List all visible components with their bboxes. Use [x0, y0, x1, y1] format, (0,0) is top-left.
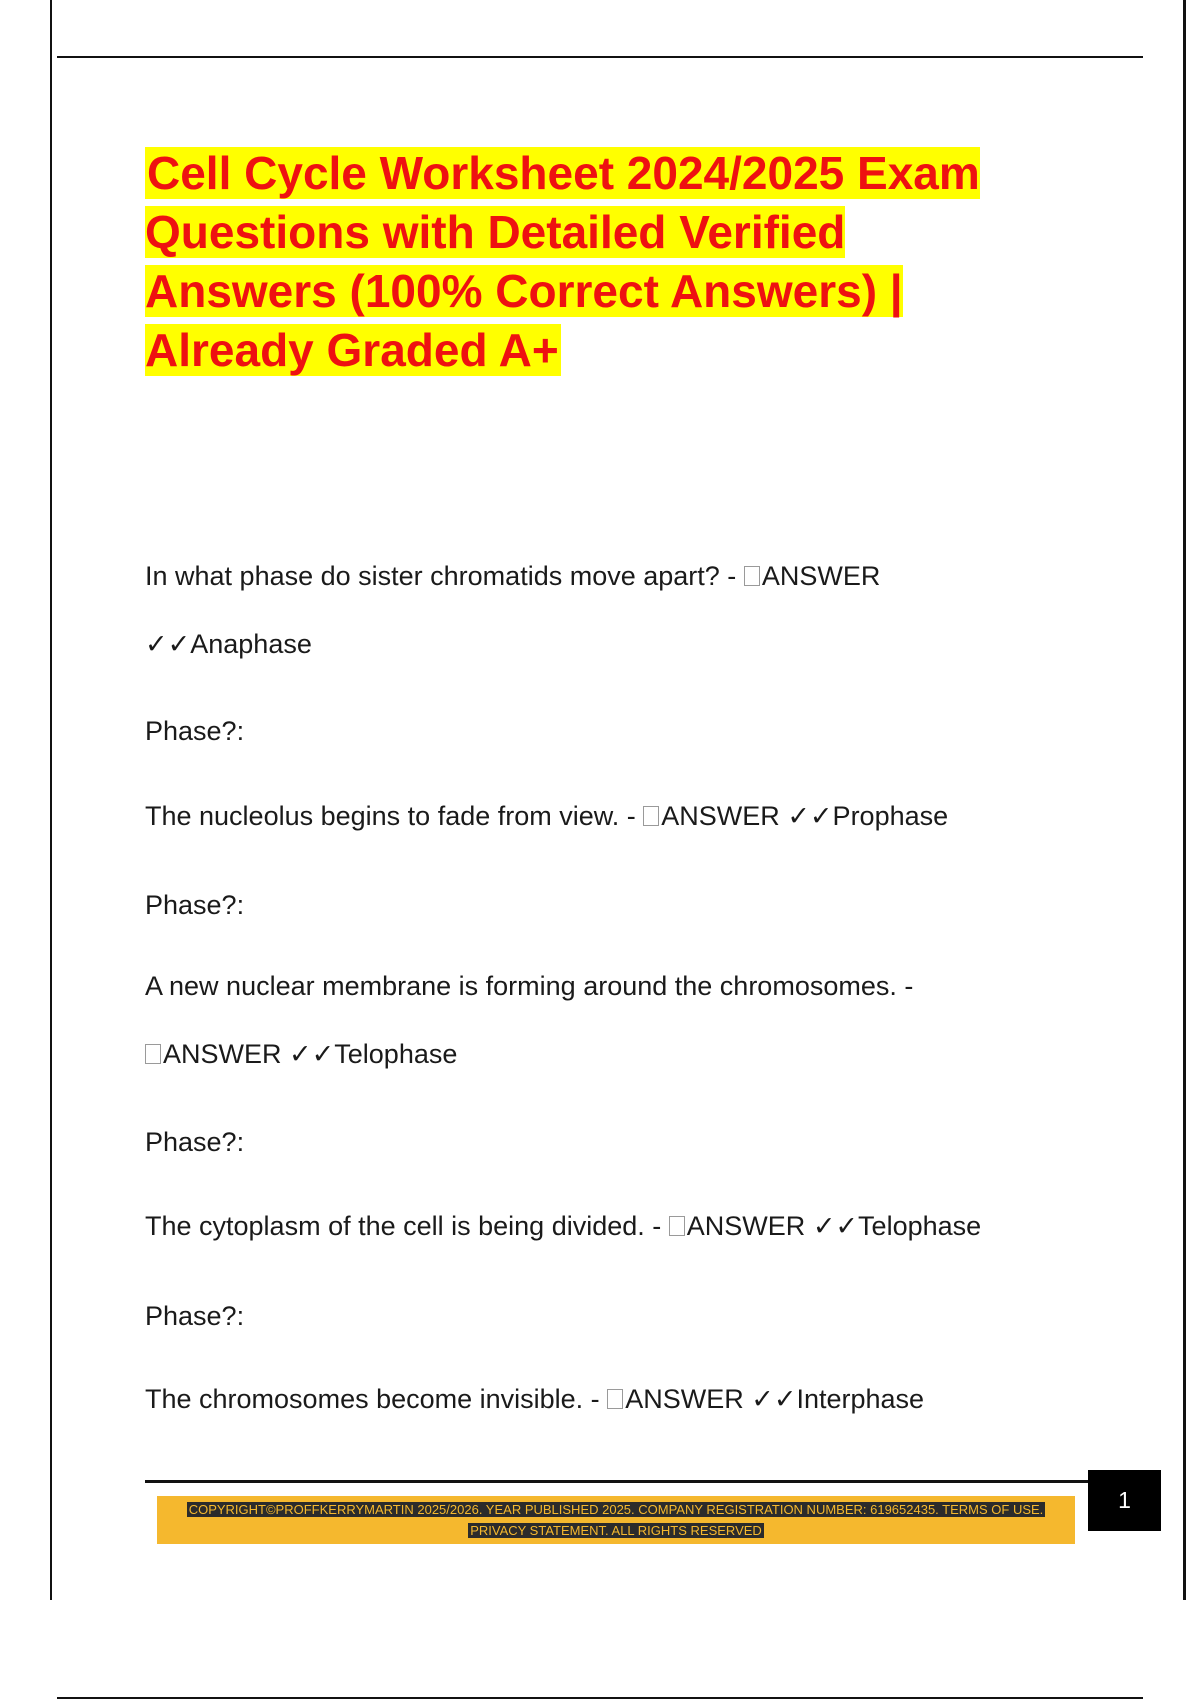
footer-line-1: COPYRIGHT©PROFFKERRYMARTIN 2025/2026. YEAR PUBLISHED 2025. COMPANY REGISTRATION NUMBER: 619652435. TERMS OF USE.: [188, 1502, 1044, 1517]
phase-prompt-5: Phase?:: [145, 1301, 245, 1331]
phase-prompt-3: Phase?:: [145, 890, 245, 920]
answer-box-icon: [643, 806, 659, 826]
question-1: In what phase do sister chromatids move apart? - ANSWER: [145, 561, 881, 591]
phase-prompt-4: Phase?:: [145, 1127, 245, 1157]
footer-line-2: PRIVACY STATEMENT. ALL RIGHTS RESERVED: [470, 1523, 762, 1538]
answer-box-icon: [145, 1044, 161, 1064]
answer-5: ✓✓Interphase: [751, 1384, 925, 1414]
answer-box-icon: [607, 1389, 623, 1409]
page-border-right: [1183, 0, 1186, 1600]
answer-box-icon: [744, 566, 760, 586]
answer-2: ✓✓Prophase: [787, 801, 949, 831]
phase-prompt-2: Phase?:: [145, 716, 245, 746]
page-border-left: [50, 0, 52, 1600]
question-2: The nucleolus begins to fade from view. - ANSWER ✓✓Prophase: [145, 801, 949, 831]
footer-rule: [145, 1480, 1090, 1483]
answer-4: ✓✓Telophase: [812, 1211, 982, 1241]
footer-copyright: [157, 1499, 1075, 1541]
document-title: Cell Cycle Worksheet 2024/2025 Exam Questions with Detailed Verified Answers (100% Correct Answers) | Already Graded A+: [145, 147, 980, 376]
question-4: The cytoplasm of the cell is being divided. - ANSWER ✓✓Telophase: [145, 1211, 982, 1241]
answer-1: ✓✓Anaphase: [145, 629, 312, 659]
next-page-rule: [57, 1697, 1143, 1699]
page-number: 1: [1088, 1470, 1161, 1531]
question-5: The chromosomes become invisible. - ANSWER ✓✓Interphase: [145, 1384, 925, 1414]
answer-box-icon: [669, 1216, 685, 1236]
header-rule: [57, 56, 1143, 58]
answer-3: ANSWER ✓✓Telophase: [145, 1037, 457, 1071]
question-3: A new nuclear membrane is forming around the chromosomes. -: [145, 971, 914, 1001]
